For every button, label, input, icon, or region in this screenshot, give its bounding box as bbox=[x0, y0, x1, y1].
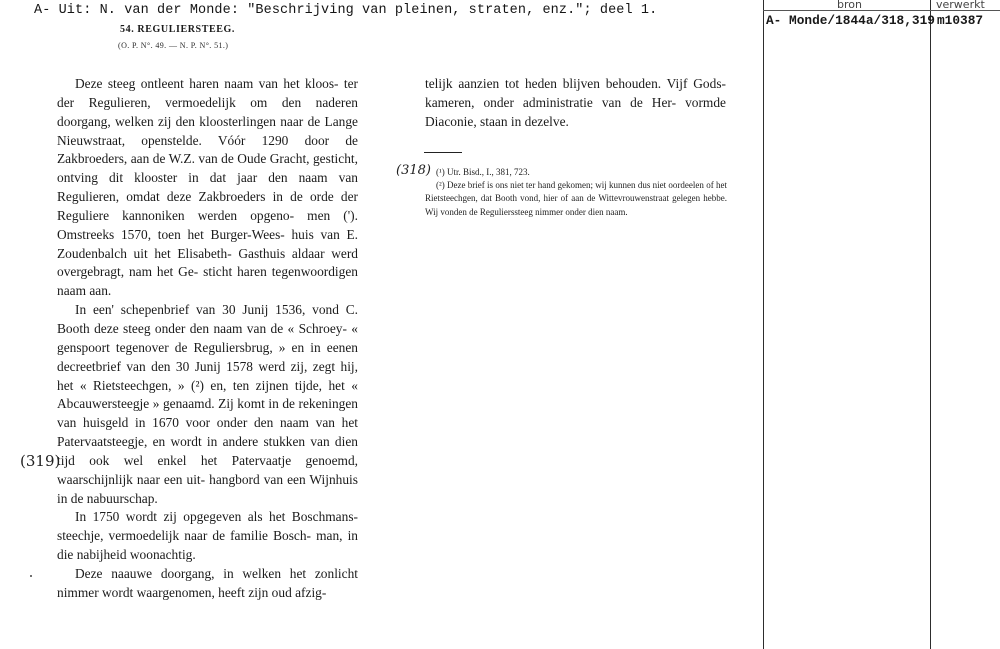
text-line: telijk aanzien tot heden blijven behouden. Vijf bbox=[425, 76, 688, 91]
paragraph bbox=[57, 301, 358, 508]
text-line: doorgang, welken zij den kloosterlingen naar de bbox=[57, 113, 321, 129]
margin-page-note: (319) bbox=[20, 452, 61, 470]
article-subheading: (O. P. N°. 49. — N. P. N°. 51.) bbox=[118, 41, 229, 50]
text-line: men ('). Omstreeks 1570, toen het Burger-Wees- bbox=[57, 207, 358, 242]
text-line: orde der Reguliere kannoniken werden opgeno- bbox=[57, 189, 358, 223]
text-line: andere stukken van dien tijd ook wel enkel het bbox=[57, 434, 358, 468]
footnote: (¹) Utr. Bisd., I., 381, 723. bbox=[436, 167, 530, 177]
text-line: Lange Nieuwstraat, openstelde. Vóór 1290 door bbox=[57, 113, 358, 148]
text-line: steechje, vermoedelijk naar de familie Bosch- bbox=[57, 528, 312, 544]
text-line: tijde, het « Abcauwersteegje » genaamd. Zij komt bbox=[57, 377, 358, 412]
table-border bbox=[763, 0, 764, 649]
footnote: (²) Deze brief is ons niet ter hand gekomen; wij kunnen dus niet oordeelen of het Rietsteechgen, dat Booth vond, hier of aan de Wittevrouwenstraat gelegen hebbe. Wij vonden de Regulierssteeg nimmer onder dien naam. bbox=[425, 180, 727, 217]
text-line: sticht haren tegenwoordigen naam aan. bbox=[57, 264, 358, 299]
footnote-divider bbox=[424, 152, 462, 153]
text-line: Deze naauwe doorgang, in welken het zonlicht bbox=[75, 565, 358, 581]
column-header-bron: bron bbox=[837, 0, 862, 11]
left-text-column bbox=[57, 75, 358, 603]
text-line: In een' schepenbrief van 30 Junij 1536, vond C. bbox=[75, 302, 358, 318]
text-line: gesticht, ontving dit klooster in dat jaar den naam bbox=[57, 151, 358, 186]
text-line: nimmer wordt waargenomen, heeft zijn oud afzig- bbox=[57, 584, 327, 600]
right-text-column bbox=[425, 75, 726, 132]
text-line: eenen decreetbrief van den 30 Junij 1578 werd zij, bbox=[57, 339, 358, 374]
table-column-divider bbox=[930, 0, 931, 649]
record-table bbox=[763, 0, 1000, 649]
cell-bron: A- Monde/1844a/318,319 bbox=[766, 13, 935, 28]
source-citation-line: A- Uit: N. van der Monde: "Beschrijving van pleinen, straten, enz."; deel 1. bbox=[34, 3, 658, 18]
text-line: van Regulieren, omdat deze Zakbroeders in de bbox=[57, 170, 358, 205]
text-line: Patervaatje genoemd, waarschijnlijk naar een uit- bbox=[57, 452, 358, 487]
text-line: « genspoort tegenover de Reguliersbrug, » en in bbox=[57, 320, 358, 355]
text-line: Booth deze steeg onder den naam van de « Schroey- bbox=[57, 320, 347, 336]
paragraph bbox=[57, 508, 358, 565]
margin-page-note: (318) bbox=[396, 163, 431, 178]
article-heading: 54. REGULIERSTEEG. bbox=[120, 24, 235, 35]
text-line: In 1750 wordt zij opgegeven als het Boschmans- bbox=[75, 509, 358, 525]
text-line: ter der Regulieren, vermoedelijk om den naderen bbox=[57, 76, 358, 110]
text-line: in de rekeningen van huisgeld in 1670 voor onder bbox=[57, 396, 358, 431]
text-line: den naam van het Patervaatsteegje, en wordt in bbox=[57, 415, 358, 450]
scan-speck bbox=[30, 575, 32, 577]
text-line: zegt hij, het « Rietsteechgen, » (²) en, ten zijnen bbox=[57, 358, 358, 393]
text-line: huis van E. Zoudenbalch uit het Elisabeth- bbox=[57, 226, 358, 261]
column-header-verwerkt: verwerkt bbox=[936, 0, 985, 11]
footnotes bbox=[425, 166, 727, 219]
text-line: vormde Diaconie, staan in dezelve. bbox=[425, 94, 726, 129]
text-line: man, in die nabijheid woonachtig. bbox=[57, 528, 358, 563]
text-line: Gods-kameren, onder administratie van de Her- bbox=[425, 76, 726, 110]
text-line: hangbord van een Wijnhuis in de nabuurschap. bbox=[57, 471, 358, 506]
paragraph bbox=[57, 565, 358, 603]
text-line: de Zakbroeders, aan de W.Z. van de Oude Gracht, bbox=[57, 132, 358, 167]
text-line: Gasthuis aldaar werd overgebragt, nam het Ge- bbox=[57, 245, 358, 280]
paragraph bbox=[425, 75, 726, 132]
paragraph bbox=[57, 75, 358, 301]
cell-verwerkt: m10387 bbox=[937, 13, 984, 28]
text-line: Deze steeg ontleent haren naam van het kloos- bbox=[75, 76, 339, 91]
